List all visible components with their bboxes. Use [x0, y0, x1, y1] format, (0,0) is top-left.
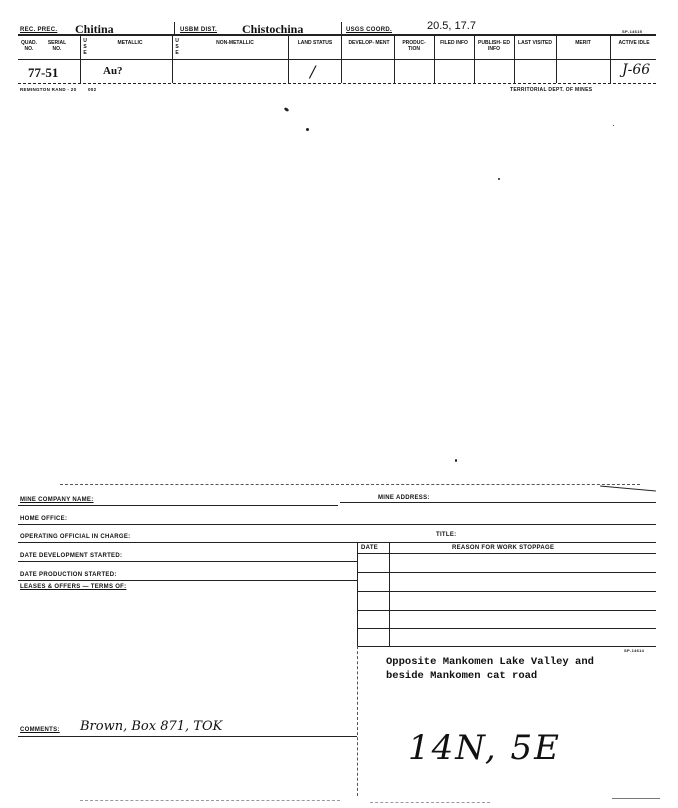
scan-speck: [613, 125, 614, 126]
col-use-1: U S E: [83, 38, 87, 56]
rec-prec-label: REC. PREC.: [20, 27, 58, 33]
col-serial-no: SERIAL NO.: [47, 40, 67, 52]
mine-address-line: [340, 502, 656, 503]
active-idle-value: J-66: [622, 62, 651, 78]
col-divider: [474, 35, 475, 83]
location-note-line-1: Opposite Mankomen Lake Valley and: [386, 656, 594, 668]
col-divider: [610, 35, 611, 83]
printer-code: 002: [88, 87, 97, 92]
location-note-line-2: beside Mankomen cat road: [386, 670, 538, 682]
col-filed-info: FILED INFO: [440, 40, 468, 46]
col-divider: [288, 35, 289, 83]
rec-prec-value: Chitina: [75, 22, 114, 36]
land-status-value: /: [310, 62, 316, 81]
usgs-coord-label: USGS COORD.: [346, 27, 392, 33]
col-divider: [80, 35, 81, 83]
usbm-dist-label: USBM DIST.: [180, 27, 218, 33]
table-row-line: [357, 646, 656, 647]
reason-column-header: REASON FOR WORK STOPPAGE: [452, 545, 555, 551]
home-office-label: HOME OFFICE:: [20, 516, 68, 522]
mine-address-label: MINE ADDRESS:: [378, 495, 430, 501]
col-non-metallic: NON-METALLIC: [216, 40, 254, 46]
operating-official-line: [18, 542, 656, 543]
col-use-2: U S E: [175, 38, 179, 56]
header-divider-1: [174, 22, 175, 35]
table-left-border: [357, 542, 358, 647]
col-metallic: METALLIC: [117, 40, 143, 46]
scan-edge: [80, 800, 340, 801]
date-column-header: DATE: [361, 545, 379, 551]
scan-speck: [455, 459, 457, 462]
mine-company-line: [18, 505, 338, 506]
column-header-rule: [18, 59, 656, 60]
date-development-line: [18, 561, 357, 562]
scan-speck: [498, 178, 500, 180]
col-published-info: PUBLISH- ED INFO: [478, 40, 510, 52]
usgs-coord-value: 20.5, 17.7: [427, 20, 476, 32]
lower-card-edge: [600, 486, 656, 492]
comments-label: COMMENTS:: [20, 727, 60, 733]
scan-speck: [284, 107, 290, 112]
col-divider: [514, 35, 515, 83]
lower-card-top-rule: [60, 484, 640, 485]
col-active-idle: ACTIVE IDLE: [618, 40, 650, 46]
scan-speck: [306, 128, 309, 131]
col-last-visited: LAST VISITED: [518, 40, 552, 46]
comments-line: [18, 736, 357, 737]
mine-company-name-label: MINE COMPANY NAME:: [20, 497, 94, 503]
operating-official-label: OPERATING OFFICIAL IN CHARGE:: [20, 534, 131, 540]
table-date-divider: [389, 542, 390, 647]
territorial-dept: TERRITORIAL DEPT. OF MINES: [510, 87, 593, 93]
title-label: TITLE:: [436, 532, 457, 538]
date-development-label: DATE DEVELOPMENT STARTED:: [20, 553, 123, 559]
leases-label: LEASES & OFFERS — TERMS OF:: [20, 584, 127, 590]
header-divider-2: [341, 22, 342, 35]
township-value: 14N, 5E: [408, 728, 561, 768]
usbm-dist-value: Chistochina: [242, 22, 304, 36]
date-production-label: DATE PRODUCTION STARTED:: [20, 572, 117, 578]
col-divider: [394, 35, 395, 83]
home-office-line: [18, 524, 656, 525]
lower-card-divider: [357, 646, 358, 796]
col-divider: [434, 35, 435, 83]
table-row-line: [357, 628, 656, 629]
table-row-line: [357, 591, 656, 592]
col-merit: MERIT: [575, 40, 591, 46]
col-development: DEVELOP- MENT: [348, 40, 390, 46]
col-divider: [341, 35, 342, 83]
form-number: SP-14615: [622, 29, 643, 34]
table-row-line: [357, 610, 656, 611]
col-production: PRODUC- TION: [402, 40, 426, 52]
comments-value: Brown, Box 871, TOK: [80, 719, 223, 734]
scan-edge: [612, 798, 660, 799]
col-land-status: LAND STATUS: [297, 40, 333, 46]
record-rule: [18, 83, 656, 84]
form-number-2: SP-14614: [624, 648, 645, 653]
col-divider: [172, 35, 173, 83]
scan-edge: [370, 802, 490, 803]
col-divider: [556, 35, 557, 83]
metallic-value: Au?: [103, 65, 123, 77]
col-quad-no: QUAD. NO.: [20, 40, 38, 52]
quad-serial-value: 77-51: [28, 65, 59, 80]
header-rule: [18, 34, 656, 36]
printer-mark: REMINGTON RAND - 20: [20, 87, 77, 92]
table-row-line: [357, 553, 656, 554]
date-production-line: [18, 580, 357, 581]
table-row-line: [357, 572, 656, 573]
